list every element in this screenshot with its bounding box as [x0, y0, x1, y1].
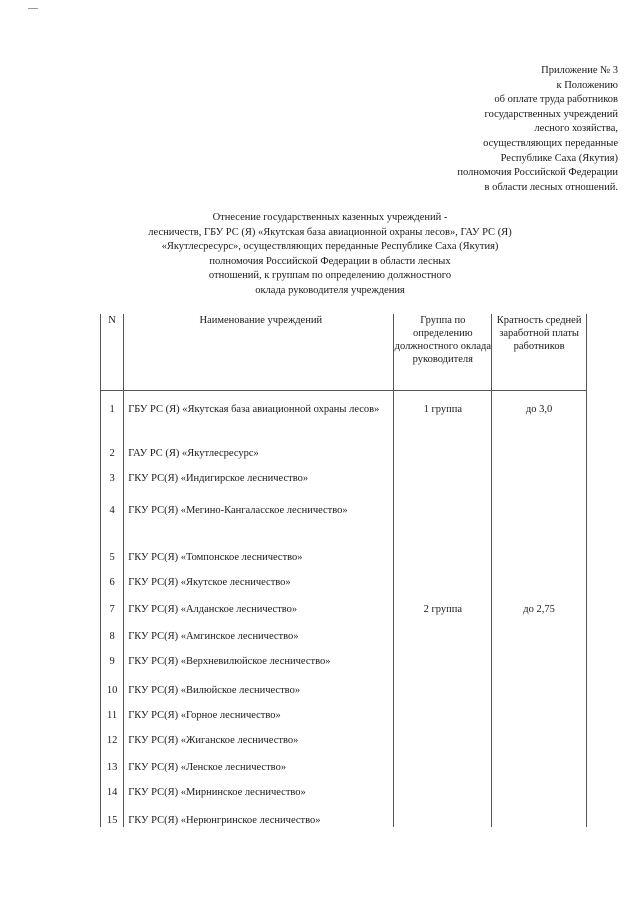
table-row [101, 697, 587, 722]
row-group [394, 749, 492, 774]
appendix-line: Приложение № 3 [541, 65, 618, 76]
row-multiple [492, 618, 587, 643]
row-group [394, 643, 492, 672]
table-row [101, 722, 587, 749]
row-name: ГКУ РС(Я) «Мегино-Кангаласское лесничество» [124, 492, 394, 539]
appendix-line: об оплате труда работников [494, 94, 618, 106]
appendix-header [318, 64, 618, 195]
row-multiple [492, 722, 587, 749]
row-multiple [492, 435, 587, 460]
row-group [394, 722, 492, 749]
row-multiple [492, 802, 587, 827]
row-multiple [492, 749, 587, 774]
row-name: ГКУ РС(Я) «Верхневилюйское лесничество» [124, 643, 394, 672]
row-name: ГКУ РС(Я) «Томпонское лесничество» [124, 539, 394, 564]
appendix-line: лесного хозяйства, [534, 123, 618, 135]
table-row [101, 591, 587, 618]
row-num: 9 [101, 643, 124, 672]
table-row [101, 492, 587, 539]
row-multiple: до 2,75 [492, 591, 587, 618]
title-line: оклада руководителя учреждения [255, 284, 405, 296]
row-num: 14 [101, 774, 124, 802]
row-group [394, 802, 492, 827]
table-row [101, 774, 587, 802]
row-multiple [492, 564, 587, 591]
row-group [394, 672, 492, 697]
row-num: 10 [101, 672, 124, 697]
row-num: 3 [101, 460, 124, 492]
row-multiple: до 3,0 [492, 391, 587, 435]
row-name: ГКУ РС(Я) «Горное лесничество» [124, 697, 394, 722]
appendix-line: Республике Саха (Якутия) [500, 152, 618, 164]
row-group [394, 774, 492, 802]
row-multiple [492, 539, 587, 564]
appendix-line: к Положению [556, 79, 618, 91]
row-num: 4 [101, 492, 124, 539]
row-num: 6 [101, 564, 124, 591]
row-name: ГКУ РС(Я) «Мирнинское лесничество» [124, 774, 394, 802]
table-row [101, 391, 587, 435]
row-name: ГКУ РС(Я) «Нерюнгринское лесничество» [124, 802, 394, 827]
row-name: ГАУ РС (Я) «Якутлесресурс» [124, 435, 394, 460]
appendix-line: государственных учреждений [484, 108, 618, 120]
title-line: «Якутлесресурс», осуществляющих переданные Республике Саха (Якутия) [161, 241, 499, 253]
table-row [101, 460, 587, 492]
table-row [101, 802, 587, 827]
table-row [101, 672, 587, 697]
header-multiple: Кратность средней заработной платы работников [492, 314, 587, 391]
row-name: ГКУ РС(Я) «Алданское лесничество» [124, 591, 394, 618]
appendix-line: осуществляющих переданные [483, 137, 618, 149]
row-multiple [492, 643, 587, 672]
title-line: полномочия Российской Федерации в области лесных [209, 255, 451, 267]
table-row [101, 564, 587, 591]
header-name: Наименование учреждений [124, 314, 394, 391]
row-multiple [492, 492, 587, 539]
row-multiple [492, 460, 587, 492]
row-name: ГКУ РС(Я) «Амгинское лесничество» [124, 618, 394, 643]
row-multiple [492, 774, 587, 802]
row-group [394, 460, 492, 492]
scan-mark [28, 8, 38, 9]
table-row [101, 749, 587, 774]
row-group [394, 435, 492, 460]
row-name: ГКУ РС(Я) «Якутское лесничество» [124, 564, 394, 591]
row-name: ГКУ РС(Я) «Ленское лесничество» [124, 749, 394, 774]
title-line: отношений, к группам по определению должностного [208, 270, 452, 282]
row-num: 15 [101, 802, 124, 827]
document-title [90, 211, 570, 299]
table-row [101, 435, 587, 460]
row-group [394, 564, 492, 591]
row-group [394, 618, 492, 643]
table-header-row [101, 314, 587, 391]
institutions-table [100, 314, 587, 827]
row-num: 13 [101, 749, 124, 774]
row-multiple [492, 697, 587, 722]
appendix-line: в области лесных отношений. [484, 181, 618, 193]
row-group: 2 группа [394, 591, 492, 618]
header-num: N [101, 314, 124, 391]
row-name: ГКУ РС(Я) «Вилюйское лесничество» [124, 672, 394, 697]
row-num: 2 [101, 435, 124, 460]
title-line: лесничеств, ГБУ РС (Я) «Якутская база авиационной охраны лесов», ГАУ РС (Я) [148, 226, 512, 238]
row-num: 1 [101, 391, 124, 435]
row-name: ГБУ РС (Я) «Якутская база авиационной охраны лесов» [124, 391, 394, 435]
row-name: ГКУ РС(Я) «Жиганское лесничество» [124, 722, 394, 749]
title-line: Отнесение государственных казенных учреждений - [212, 212, 448, 223]
row-num: 7 [101, 591, 124, 618]
appendix-line: полномочия Российской Федерации [457, 167, 618, 179]
row-name: ГКУ РС(Я) «Индигирское лесничество» [124, 460, 394, 492]
table-row [101, 618, 587, 643]
row-num: 8 [101, 618, 124, 643]
row-num: 5 [101, 539, 124, 564]
row-num: 11 [101, 697, 124, 722]
row-group [394, 492, 492, 539]
table-row [101, 539, 587, 564]
table-row [101, 643, 587, 672]
row-num: 12 [101, 722, 124, 749]
table-body [101, 391, 587, 827]
row-group [394, 539, 492, 564]
row-multiple [492, 672, 587, 697]
header-group: Группа по определению должностного оклада руководителя [394, 314, 492, 391]
row-group: 1 группа [394, 391, 492, 435]
row-group [394, 697, 492, 722]
